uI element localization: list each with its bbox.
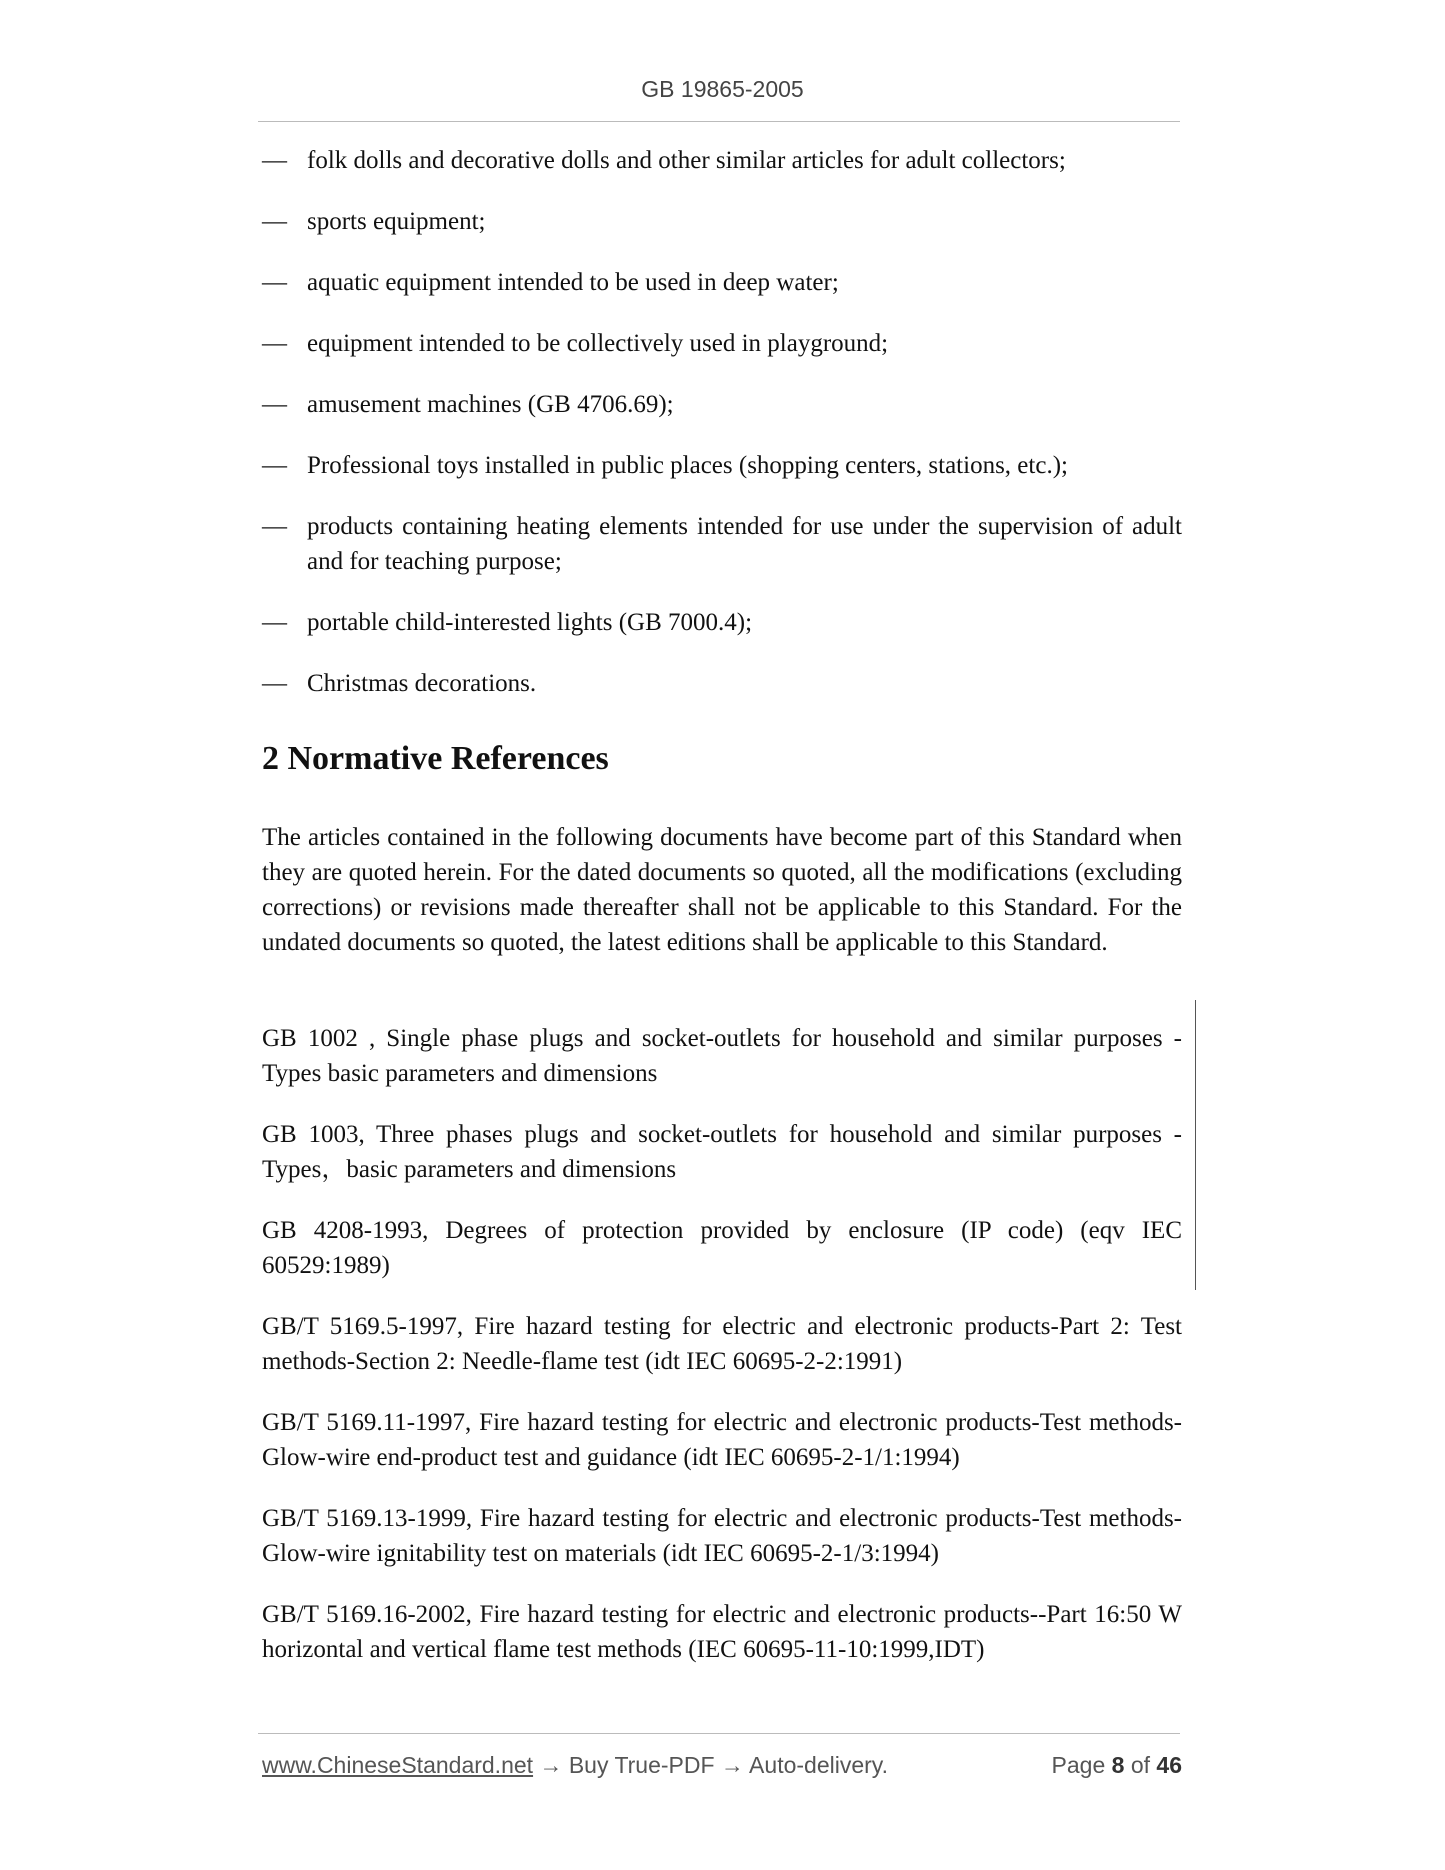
list-item-text: equipment intended to be collectively used in playground; [307, 330, 889, 357]
reference-entry: GB 1002 , Single phase plugs and socket-outlets for household and similar purposes - Types basic parameters and dimensions [262, 1025, 1182, 1087]
list-dash: — [262, 670, 287, 697]
total-pages: 46 [1156, 1752, 1182, 1778]
reference-entry: GB 1003, Three phases plugs and socket-outlets for household and similar purposes - Types，basic parameters and dimensions [262, 1121, 1182, 1183]
footer-promo-text: → Buy True-PDF → Auto-delivery. [533, 1752, 888, 1778]
page-footer [262, 1752, 1182, 1782]
list-item-text: Christmas decorations. [307, 670, 537, 697]
reference-entry: GB/T 5169.5-1997, Fire hazard testing for electric and electronic products-Part 2: Test methods-Section 2: Needle-flame test (idt IEC 60695-2-2:1991) [262, 1313, 1182, 1375]
list-dash: — [262, 147, 287, 174]
list-item-text: sports equipment; [307, 208, 486, 235]
page-number: 8 [1111, 1752, 1125, 1778]
list-item-text: aquatic equipment intended to be used in deep water; [307, 269, 839, 296]
list-dash: — [262, 330, 287, 357]
reference-entry: GB 4208-1993, Degrees of protection provided by enclosure (IP code) (eqv IEC 60529:1989) [262, 1217, 1182, 1279]
list-dash: — [262, 208, 287, 235]
list-dash: — [262, 609, 287, 636]
website-link[interactable]: www.ChineseStandard.net [262, 1752, 534, 1778]
footer-divider [258, 1733, 1180, 1734]
list-dash: — [262, 391, 287, 418]
header-divider [258, 121, 1180, 122]
reference-entry: GB/T 5169.13-1999, Fire hazard testing for electric and electronic products-Test methods-Glow-wire ignitability test on materials (idt IEC 60695-2-1/3:1994) [262, 1505, 1182, 1567]
page-indicator [1052, 1752, 1182, 1779]
list-item-text: portable child-interested lights (GB 7000.4); [307, 609, 753, 636]
intro-paragraph: The articles contained in the following documents have become part of this Standard when they are quoted herein. For the dated documents so quoted, all the modifications (excluding corrections) or revisions made thereafter shall not be applicable to this Standard. For the undated documents so quoted, the latest editions shall be applicable to this Standard. [262, 824, 1182, 956]
reference-entry: GB/T 5169.11-1997, Fire hazard testing for electric and electronic products-Test methods-Glow-wire end-product test and guidance (idt IEC 60695-2-1/1:1994) [262, 1409, 1182, 1471]
list-item-text: amusement machines (GB 4706.69); [307, 391, 674, 418]
page-label: Page [1051, 1752, 1106, 1778]
document-header-title: GB 19865-2005 [641, 76, 804, 102]
list-dash: — [262, 513, 287, 540]
list-item-text: folk dolls and decorative dolls and other similar articles for adult collectors; [307, 147, 1066, 174]
reference-entry: GB/T 5169.16-2002, Fire hazard testing for electric and electronic products--Part 16:50 W horizontal and vertical flame test methods (IEC 60695-11-10:1999,IDT) [262, 1601, 1182, 1663]
footer-promo [262, 1752, 888, 1779]
section-heading: 2 Normative References [262, 740, 609, 777]
list-dash: — [262, 269, 287, 296]
of-label: of [1130, 1752, 1151, 1778]
list-item-text: products containing heating elements intended for use under the supervision of adult and for teaching purpose; [307, 513, 1182, 575]
list-item-text: Professional toys installed in public places (shopping centers, stations, etc.); [307, 452, 1068, 479]
list-dash: — [262, 452, 287, 479]
revision-change-bar [1195, 1000, 1196, 1290]
